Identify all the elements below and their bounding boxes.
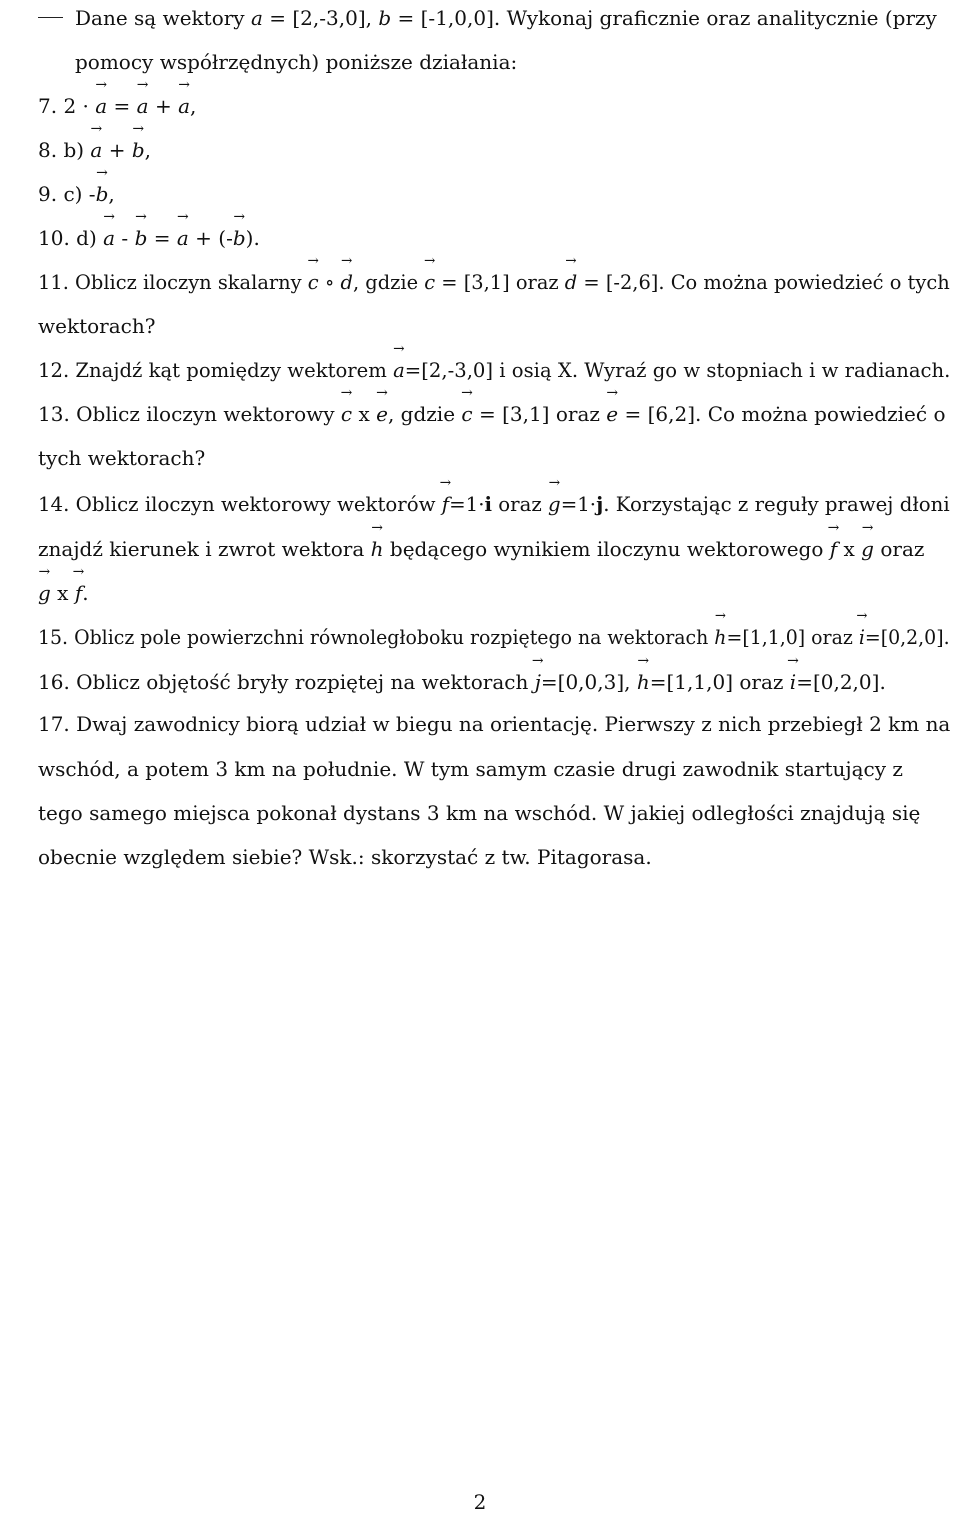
vector-symbol: a →	[178, 91, 190, 121]
item-10	[38, 223, 260, 253]
item-14-line-1	[38, 489, 950, 519]
text: =	[147, 226, 177, 250]
text: 15. Oblicz pole powierzchni równoległoboku rozpiętego na wektorach	[38, 625, 715, 649]
vector-symbol: a →	[95, 91, 107, 121]
text: =[2,-3,0] i osią X. Wyraź go w stopniach i w radianach.	[404, 358, 951, 382]
item-7	[38, 91, 196, 121]
text: +	[102, 138, 132, 162]
vector-symbol: b →	[135, 223, 148, 253]
intro-dash	[38, 17, 63, 18]
text: .	[82, 581, 89, 605]
text: 10. d)	[38, 226, 104, 250]
vector-symbol: c →	[308, 267, 319, 297]
text: +	[148, 94, 179, 118]
vector-symbol: d →	[565, 267, 577, 297]
page-number: 2	[473, 1490, 487, 1514]
text: 13. Oblicz iloczyn wektorowy	[38, 402, 341, 426]
item-11-line-2: wektorach?	[38, 314, 156, 338]
vector-symbol: d →	[341, 267, 353, 297]
intro-line-2: pomocy współrzędnych) poniższe działania:	[75, 50, 518, 74]
item-9	[38, 179, 115, 209]
text: = [3,1] oraz	[472, 402, 607, 426]
text: =1·	[560, 492, 597, 516]
item-17-line-1: 17. Dwaj zawodnicy biorą udział w biegu na orientację. Pierwszy z nich przebiegł 2 km na	[38, 712, 951, 736]
item-12	[38, 355, 950, 385]
text: =1·	[449, 492, 485, 516]
text: , gdzie	[387, 402, 462, 426]
text: x	[50, 581, 75, 605]
vector-symbol: a →	[393, 355, 405, 385]
item-13-line-2: tych wektorach?	[38, 446, 206, 470]
vector-symbol: f →	[830, 534, 837, 564]
vector-symbol: c →	[341, 399, 352, 429]
text: oraz	[873, 537, 925, 561]
item-15	[38, 622, 950, 652]
text: 11. Oblicz iloczyn skalarny	[38, 270, 308, 294]
vector-symbol: j →	[535, 667, 541, 697]
item-8	[38, 135, 151, 165]
text: znajdź kierunek i zwrot wektora	[38, 537, 371, 561]
text: -	[115, 226, 135, 250]
text: = [2,-3,0],	[262, 6, 379, 30]
text: 7. 2 ·	[38, 94, 96, 118]
text: ,	[190, 94, 197, 118]
item-14-line-3	[38, 578, 89, 608]
vector-symbol: g →	[861, 534, 874, 564]
item-11-line-1	[38, 267, 950, 297]
text: =	[107, 94, 137, 118]
item-17-line-4: obecnie względem siebie? Wsk.: skorzystać z tw. Pitagorasa.	[38, 845, 652, 869]
item-17-line-3: tego samego miejsca pokonał dystans 3 km na wschód. W jakiej odległości znajdują się	[38, 801, 921, 825]
intro-line-1	[75, 3, 937, 33]
text: 8. b)	[38, 138, 91, 162]
vector-symbol: i →	[859, 622, 865, 652]
text: Dane są wektory	[75, 6, 251, 30]
vector-symbol: a →	[177, 223, 189, 253]
vector-symbol: a →	[90, 135, 102, 165]
text: + (-	[188, 226, 233, 250]
text: = [-2,6]. Co można powiedzieć o tych	[577, 270, 950, 294]
text: , gdzie	[352, 270, 425, 294]
unit-vector-symbol: i	[484, 492, 493, 516]
item-14-line-2	[38, 534, 924, 564]
text: 14. Oblicz iloczyn wektorowy wektorów	[38, 492, 442, 516]
vector-symbol: f →	[75, 578, 82, 608]
text: . Korzystając z reguły prawej dłoni	[603, 492, 950, 516]
vector-symbol: b →	[233, 223, 246, 253]
text: =[0,2,0].	[796, 670, 886, 694]
text: =[0,0,3],	[540, 670, 637, 694]
item-13-line-1	[38, 399, 945, 429]
vector-symbol: f →	[442, 489, 449, 519]
vector-symbol: c →	[424, 267, 435, 297]
vector-symbol: g →	[38, 578, 51, 608]
vector-symbol: b →	[132, 135, 145, 165]
text: = [3,1] oraz	[435, 270, 565, 294]
vector-symbol: h →	[371, 534, 384, 564]
text: ∘	[318, 270, 341, 294]
vector-symbol: b →	[378, 3, 391, 33]
vector-symbol: h →	[637, 667, 650, 697]
text: ,	[108, 182, 115, 206]
text: ,	[144, 138, 151, 162]
vector-symbol: g →	[548, 489, 561, 519]
text: x	[352, 402, 377, 426]
text: = [6,2]. Co można powiedzieć o	[618, 402, 946, 426]
vector-symbol: c →	[461, 399, 472, 429]
unit-vector-symbol: j	[596, 492, 604, 516]
vector-symbol: a →	[137, 91, 149, 121]
item-16	[38, 667, 886, 697]
text: x	[837, 537, 862, 561]
vector-symbol: a →	[103, 223, 115, 253]
vector-symbol: e →	[376, 399, 388, 429]
text: ).	[245, 226, 260, 250]
vector-symbol: i →	[790, 667, 796, 697]
text: oraz	[492, 492, 549, 516]
text: 16. Oblicz objętość bryły rozpiętej na wektorach	[38, 670, 535, 694]
text: będącego wynikiem iloczynu wektorowego	[383, 537, 830, 561]
text: =[0,2,0].	[864, 625, 950, 649]
item-17-line-2: wschód, a potem 3 km na południe. W tym samym czasie drugi zawodnik startujący z	[38, 757, 903, 781]
vector-symbol: a →	[251, 3, 263, 33]
text: 12. Znajdź kąt pomiędzy wektorem	[38, 358, 394, 382]
text: 9. c) -	[38, 182, 96, 206]
vector-symbol: h →	[714, 622, 726, 652]
text: =[1,1,0] oraz	[726, 625, 859, 649]
text: = [-1,0,0]. Wykonaj graficznie oraz analitycznie (przy	[391, 6, 937, 30]
vector-symbol: e →	[606, 399, 618, 429]
vector-symbol: b →	[96, 179, 109, 209]
text: =[1,1,0] oraz	[649, 670, 790, 694]
